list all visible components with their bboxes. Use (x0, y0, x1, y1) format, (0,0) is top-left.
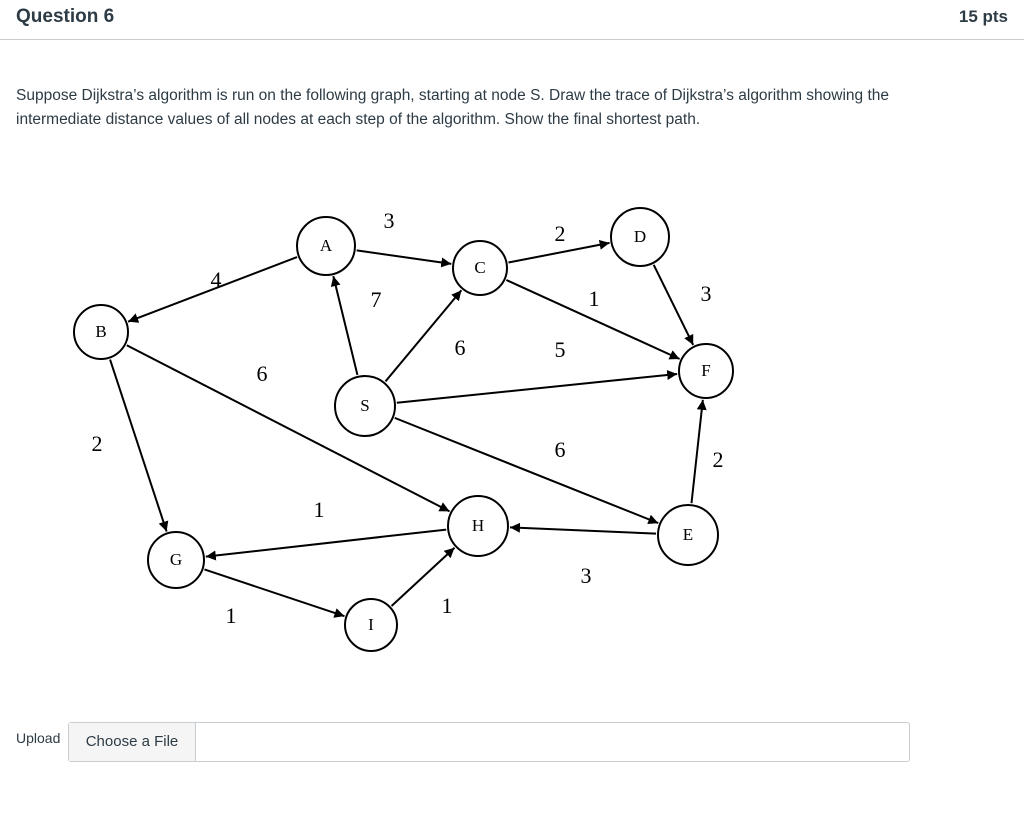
node-label: D (633, 226, 647, 246)
edge-weight-s-e: 6 (554, 437, 566, 463)
node-label: H (471, 515, 485, 535)
edge-weight-d-f: 3 (700, 281, 712, 307)
edge-d-f (654, 265, 693, 345)
edge-weight-c-d: 2 (554, 221, 566, 247)
choose-file-button[interactable]: Choose a File (69, 723, 196, 761)
node-a (297, 217, 355, 275)
node-g (148, 532, 204, 588)
edge-weight-b-h: 6 (256, 361, 268, 387)
edge-weight-c-f: 1 (588, 286, 600, 312)
edge-b-g (110, 360, 167, 532)
edge-weight-e-h: 3 (580, 563, 592, 589)
edge-weight-i-h: 1 (441, 593, 453, 619)
node-s (335, 376, 395, 436)
edge-s-e (395, 418, 659, 523)
edge-s-a (333, 276, 357, 375)
edge-weight-a-c: 3 (383, 208, 395, 234)
node-label: C (474, 257, 486, 277)
edge-weight-g-i: 1 (225, 603, 237, 629)
node-c (453, 241, 507, 295)
edge-s-f (397, 374, 677, 403)
question-points: 15 pts (958, 7, 1008, 26)
edge-weight-e-f: 2 (712, 447, 724, 473)
upload-field[interactable] (68, 722, 910, 762)
node-label: S (360, 395, 370, 415)
node-b (74, 305, 128, 359)
edge-weight-a-b: 4 (210, 267, 222, 293)
edge-a-c (357, 250, 452, 264)
edge-b-h (127, 345, 450, 511)
question-title: Question 6 (16, 6, 115, 27)
edge-weight-s-f: 5 (554, 337, 566, 363)
node-label: G (169, 549, 183, 569)
upload-label: Upload (16, 730, 61, 746)
edge-e-h (510, 527, 656, 533)
node-d (611, 208, 669, 266)
edge-weight-h-g: 1 (313, 497, 325, 523)
edge-e-f (691, 400, 702, 503)
node-label: B (95, 321, 107, 341)
node-label: A (319, 235, 333, 255)
edge-weight-b-g: 2 (91, 431, 103, 457)
edge-weight-s-a: 7 (370, 287, 382, 313)
node-label: F (701, 360, 711, 380)
edge-weight-s-c: 6 (454, 335, 466, 361)
edge-h-g (206, 530, 446, 557)
edge-s-c (385, 290, 461, 381)
node-h (448, 496, 508, 556)
node-label: E (682, 524, 694, 544)
node-i (345, 599, 397, 651)
question-text: Suppose Dijkstra’s algorithm is run on the following graph, starting at node S. Draw the trace of Dijkstra’s algorithm showing the intermediate distance values of all nodes at each step of the algorithm. Show the final shortest path. (16, 87, 890, 128)
node-label: I (368, 614, 374, 634)
node-f (679, 344, 733, 398)
node-e (658, 505, 718, 565)
